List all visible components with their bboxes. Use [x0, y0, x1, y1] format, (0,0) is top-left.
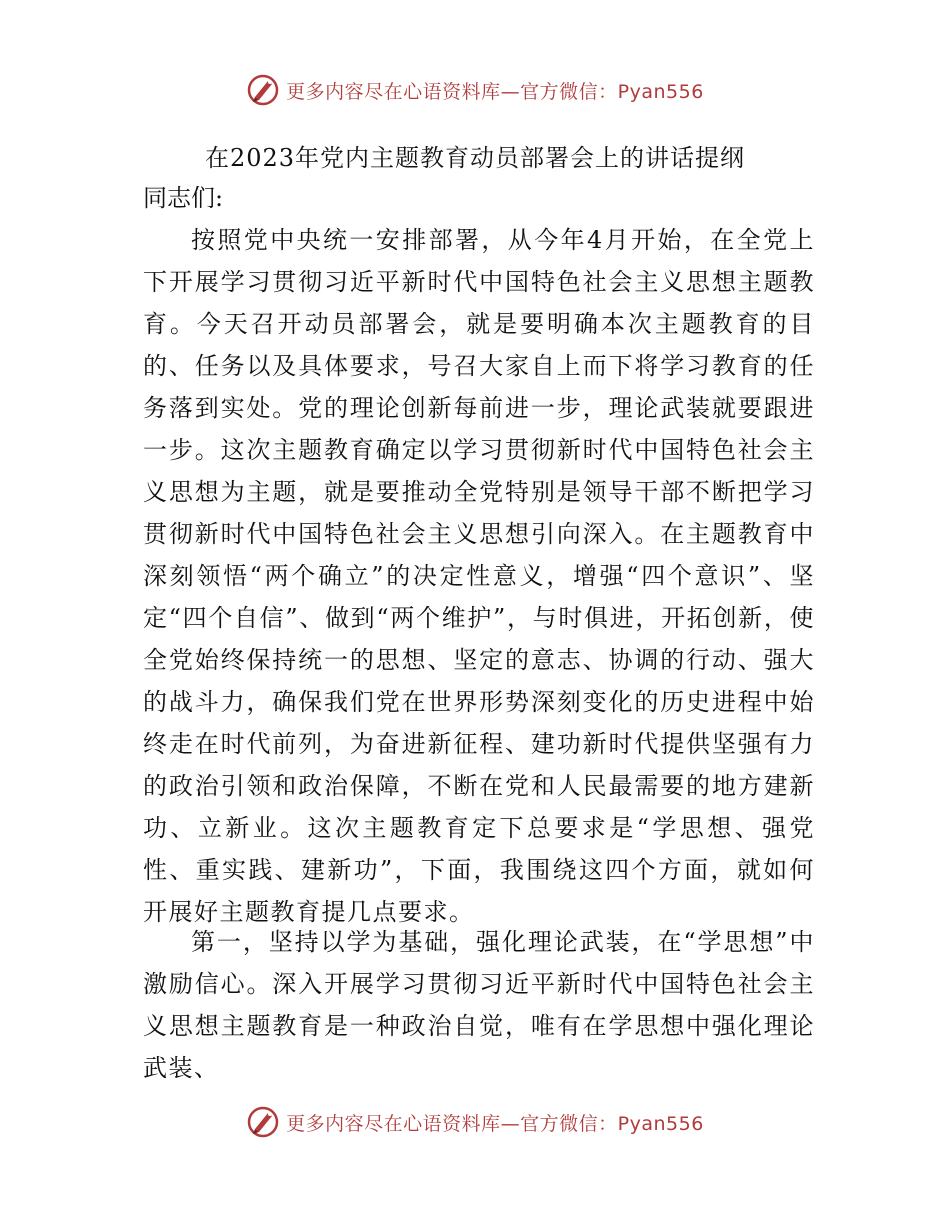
paragraph-1: 按照党中央统一安排部署，从今年4月开始，在全党上下开展学习贯彻习近平新时代中国特色社会主义思想主题教育。今天召开动员部署会，就是要明确本次主题教育的目的、任务以及具体要求，号召大家自上而下将学习教育的任务落到实处。党的理论创新每前进一步，理论武装就要跟进一步。这次主题教育确定以学习贯彻新时代中国特色社会主义思想为主题，就是要推动全党特别是领导干部不断把学习贯彻新时代中国特色社会主义思想引向深入。在主题教育中深刻领悟“两个确立”的决定性意义，增强“四个意识”、坚定“四个自信”、做到“两个维护”，与时俱进，开拓创新，使全党始终保持统一的思想、坚定的意志、协调的行动、强大的战斗力，确保我们党在世界形势深刻变化的历史进程中始终走在时代前列，为奋进新征程、建功新时代提供坚强有力的政治引领和政治保障，不断在党和人民最需要的地方建新功、立新业。这次主题教育定下总要求是“学思想、强党性、重实践、建新功”，下面，我围绕这四个方面，就如何开展好主题教育提几点要求。: [143, 226, 815, 926]
pen-logo-icon: [246, 73, 280, 107]
paragraph-2: 第一，坚持以学为基础，强化理论武装，在“学思想”中激励信心。深入开展学习贯彻习近平新时代中国特色社会主义思想主题教育是一种政治自觉，唯有在学思想中强化理论武装、: [143, 928, 815, 1082]
pen-logo-icon: [246, 1105, 280, 1139]
watermark-text: 更多内容尽在心语资料库—官方微信：Pyan556: [286, 1112, 704, 1135]
watermark-text: 更多内容尽在心语资料库—官方微信：Pyan556: [286, 80, 704, 103]
watermark-banner-bottom: [0, 1102, 950, 1142]
document-title: 在2023年党内主题教育动员部署会上的讲话提纲: [204, 144, 746, 172]
watermark-banner-top: [0, 70, 950, 110]
salutation: 同志们:: [143, 184, 224, 212]
